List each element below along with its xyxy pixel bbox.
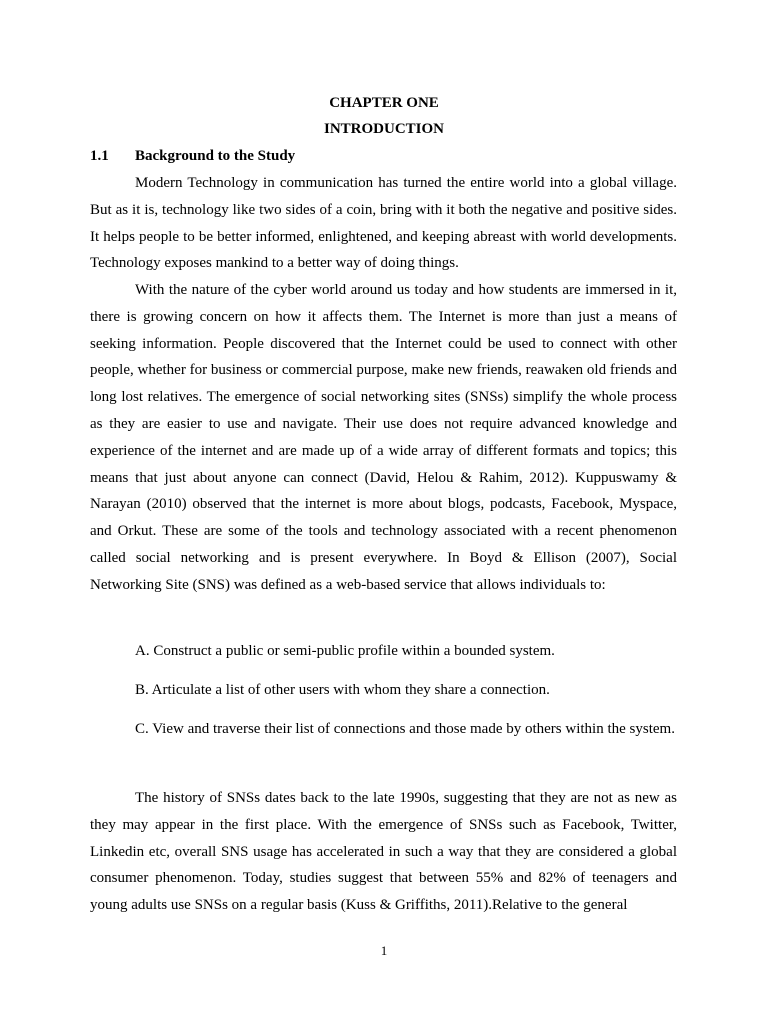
section-heading xyxy=(90,146,295,166)
page-number: 1 xyxy=(380,943,388,958)
list-item-b: B. Articulate a list of other users with whom they share a connection. xyxy=(135,682,550,698)
section-number: 1.1 xyxy=(90,148,109,164)
paragraph-3: The history of SNSs dates back to the late 1990s, suggesting that they are not as new as they may appear in the first place. With the emergence of SNSs such as Facebook, Twitter, Linkedin etc, overall SNS usage has accelerated in such a way that they are considered a global consumer phenomenon. Today, studies suggest that between 55% and 82% of teenagers and young adults use SNSs on a regular basis (Kuss & Griffiths, 2011).Relative to the general xyxy=(90,790,677,914)
chapter-title: INTRODUCTION xyxy=(323,121,444,137)
paragraph-1: Modern Technology in communication has turned the entire world into a global village. But as it is, technology like two sides of a coin, bring with it both the negative and positive sides. It helps people to be better informed, enlightened, and keeping abreast with world developments. Technology exposes mankind to a better way of doing things. xyxy=(90,175,677,272)
list-item-c: C. View and traverse their list of connections and those made by others within the system. xyxy=(135,721,675,737)
list-item-a: A. Construct a public or semi-public profile within a bounded system. xyxy=(135,643,555,659)
paragraph-2: With the nature of the cyber world around us today and how students are immersed in it, there is growing concern on how it affects them. The Internet is more than just a means of seeking information. People discovered that the Internet could be used to connect with other people, whether for business or commercial purpose, make new friends, reawaken old friends and long lost relatives. The emergence of social networking sites (SNSs) simplify the whole process as they are easier to use and navigate. Their use does not require advanced knowledge and experience of the internet and are made up of a wide array of different formats and topics; this means that just about anyone can connect (David, Helou & Rahim, 2012). Kuppuswamy & Narayan (2010) observed that the internet is more about blogs, podcasts, Facebook, Myspace, and Orkut. These are some of the tools and technology associated with a recent phenomenon called social networking and is present everywhere. In Boyd & Ellison (2007), Social Networking Site (SNS) was defined as a web-based service that allows individuals to: xyxy=(90,282,677,593)
section-title: Background to the Study xyxy=(135,148,296,164)
chapter-label: CHAPTER ONE xyxy=(329,95,439,111)
